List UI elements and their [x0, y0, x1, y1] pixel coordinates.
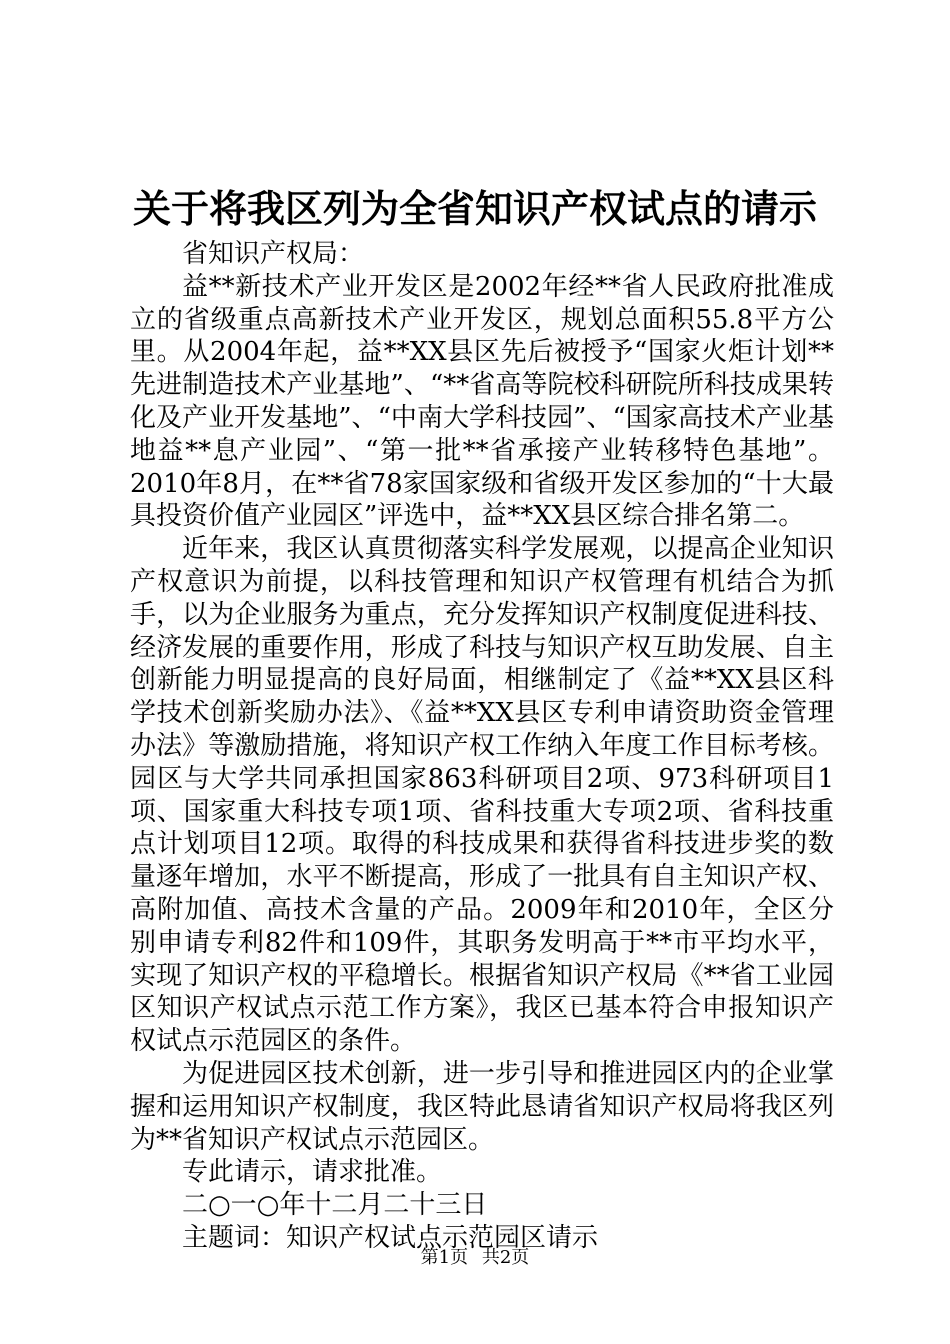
keywords-line: 主题词：知识产权试点示范园区请示 — [182, 1222, 599, 1253]
page-total: 共2页 — [481, 1247, 530, 1268]
page-footer — [0, 1246, 950, 1270]
salutation: 省知识产权局： — [182, 239, 365, 269]
paragraph-1: 益**新技术产业开发区是2002年经**省人民政府批准成立的省级重点高新技术产业开发区，规划总面积55.8平方公里。从2004年起，益**XX县区先后被授予“国家火炬计划**先进制造技术产业基地”、“**省高等院校科研院所科技成果转化及产业开发基地”、“中南大学科技园”、“国家高技术产业基地益**息产业园”、“第一批**省承接产业转移特色基地”。2010年8月，在**省78家国家级和省级开发区参加的“十大最具投资价值产业园区”评选中，益**XX县区综合排名第二。 — [130, 271, 834, 532]
document-body — [130, 238, 834, 1255]
document-title: 关于将我区列为全省知识产权试点的请示 — [132, 186, 817, 231]
paragraph-2: 近年来，我区认真贯彻落实科学发展观，以提高企业知识产权意识为前提，以科技管理和知识产权管理有机结合为抓手，以为企业服务为重点，充分发挥知识产权制度促进科技、经济发展的重要作用，形成了科技与知识产权互助发展、自主创新能力明显提高的良好局面，相继制定了《益**XX县区科学技术创新奖励办法》、《益**XX县区专利申请资助资金管理办法》等激励措施，将知识产权工作纳入年度工作目标考核。园区与大学共同承担国家863科研项目2项、973科研项目1项、国家重大科技专项1项、省科技重大专项2项、省科技重点计划项目12项。取得的科技成果和获得省科技进步奖的数量逐年增加，水平不断提高，形成了一批具有自主知识产权、高附加值、高技术含量的产品。2009年和2010年，全区分别申请专利82件和109件，其职务发明高于**市平均水平，实现了知识产权的平稳增长。根据省知识产权局《**省工业园区知识产权试点示范工作方案》，我区已基本符合申报知识产权试点示范园区的条件。 — [130, 534, 834, 1057]
closing-line: 专此请示，请求批准。 — [182, 1157, 443, 1188]
page-number: 第1页 — [420, 1247, 469, 1268]
paragraph-3: 为促进园区技术创新，进一步引导和推进园区内的企业掌握和运用知识产权制度，我区特此恳请省知识产权局将我区列为**省知识产权试点示范园区。 — [130, 1058, 834, 1155]
document-date: 二○一○年十二月二十三日 — [182, 1190, 488, 1221]
